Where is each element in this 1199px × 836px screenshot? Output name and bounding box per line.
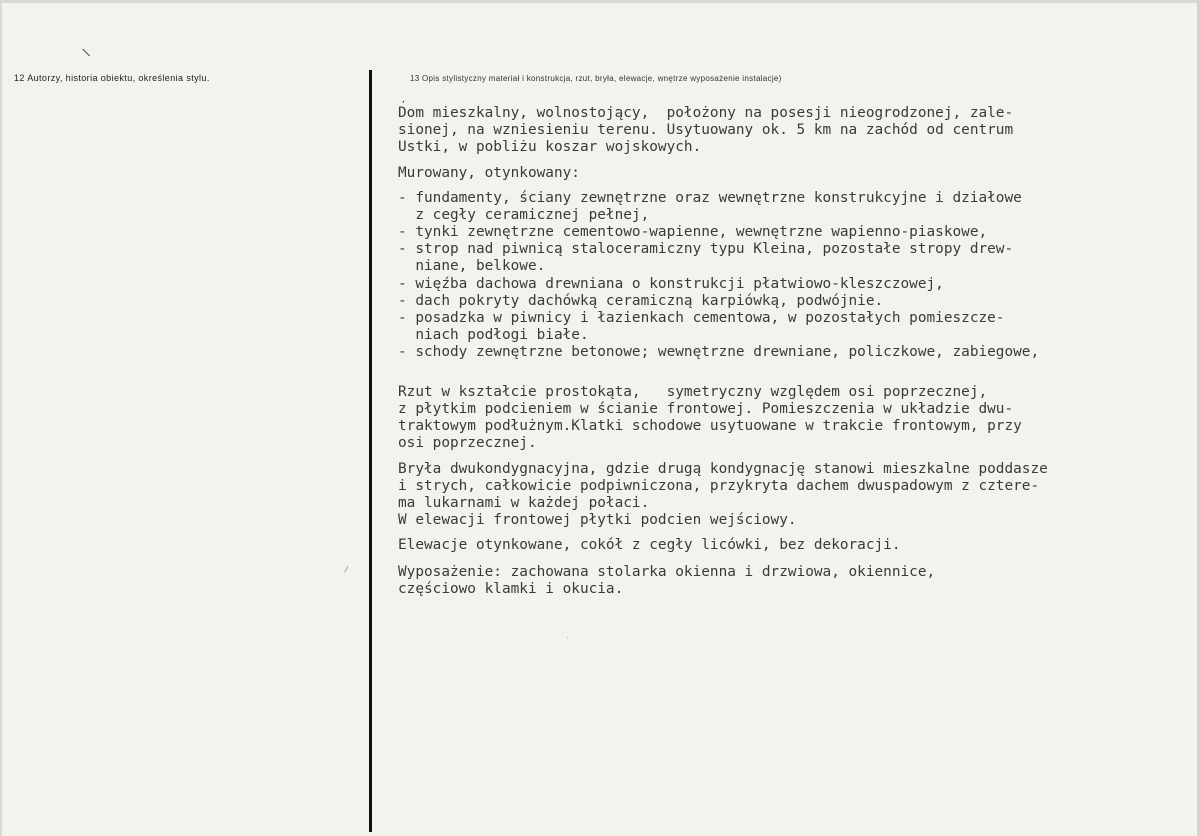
list-item: niane, belkowe. xyxy=(398,258,546,274)
list-item: niach podłogi białe. xyxy=(398,327,589,343)
section-13-header: 13 Opis stylistyczny materiał i konstrukcja, rzut, bryła, elewacje, wnętrze wyposażenie instalacje) xyxy=(410,74,782,83)
column-divider xyxy=(369,70,372,832)
list-item: z cegły ceramicznej pełnej, xyxy=(398,207,650,223)
text-line: sionej, na wzniesieniu terenu. Usytuowany ok. 5 km na zachód od centrum xyxy=(398,122,1014,138)
list-item: - tynki zewnętrzne cementowo-wapienne, wewnętrzne wapienno-piaskowe, xyxy=(398,224,988,240)
text-line: Dom mieszkalny, wolnostojący, położony na posesji nieogrodzonej, zale- xyxy=(398,105,1014,121)
ink-dot: , xyxy=(401,95,406,104)
pencil-mark: \ xyxy=(80,45,92,60)
text-line: traktowym podłużnym.Klatki schodowe usytuowane w trakcie frontowym, przy xyxy=(398,418,1022,434)
text-line: częściowo klamki i okucia. xyxy=(398,581,624,597)
text-line: Elewacje otynkowane, cokół z cegły licówki, bez dekoracji. xyxy=(398,537,901,553)
list-item: - fundamenty, ściany zewnętrzne oraz wewnętrzne konstrukcyjne i działowe xyxy=(398,190,1022,206)
text-line: W elewacji frontowej płytki podcien wejściowy. xyxy=(398,512,797,528)
list-item: - więźba dachowa drewniana o konstrukcji płatwiowo-kleszczowej, xyxy=(398,276,944,292)
text-line: z płytkim podcieniem w ścianie frontowej. Pomieszczenia w układzie dwu- xyxy=(398,401,1014,417)
text-line: Bryła dwukondygnacyjna, gdzie drugą kondygnację stanowi mieszkalne poddasze xyxy=(398,461,1048,477)
text-line: osi poprzecznej. xyxy=(398,435,537,451)
margin-mark: / xyxy=(344,565,349,574)
list-item: - dach pokryty dachówką ceramiczną karpiówką, podwójnie. xyxy=(398,293,884,309)
card-top-edge xyxy=(0,0,1199,3)
small-mark: ' xyxy=(566,636,570,643)
card-left-edge xyxy=(0,0,2,836)
text-line: i strych, całkowicie podpiwniczona, przykryta dachem dwuspadowym z cztere- xyxy=(398,478,1040,494)
list-item: - strop nad piwnicą staloceramiczny typu Kleina, pozostałe stropy drew- xyxy=(398,241,1014,257)
text-line: ma lukarnami w każdej połaci. xyxy=(398,495,650,511)
text-line: Rzut w kształcie prostokąta, symetryczny względem osi poprzecznej, xyxy=(398,384,988,400)
text-line: Ustki, w pobliżu koszar wojskowych. xyxy=(398,139,702,155)
list-item: - posadzka w piwnicy i łazienkach cementowa, w pozostałych pomieszcze- xyxy=(398,310,1005,326)
text-line: Murowany, otynkowany: xyxy=(398,165,580,181)
text-line: Wyposażenie: zachowana stolarka okienna i drzwiowa, okiennice, xyxy=(398,564,936,580)
section-12-header: 12 Autorzy, historia obiektu, określenia stylu. xyxy=(14,73,210,83)
list-item: - schody zewnętrzne betonowe; wewnętrzne drewniane, policzkowe, zabiegowe, xyxy=(398,344,1040,360)
